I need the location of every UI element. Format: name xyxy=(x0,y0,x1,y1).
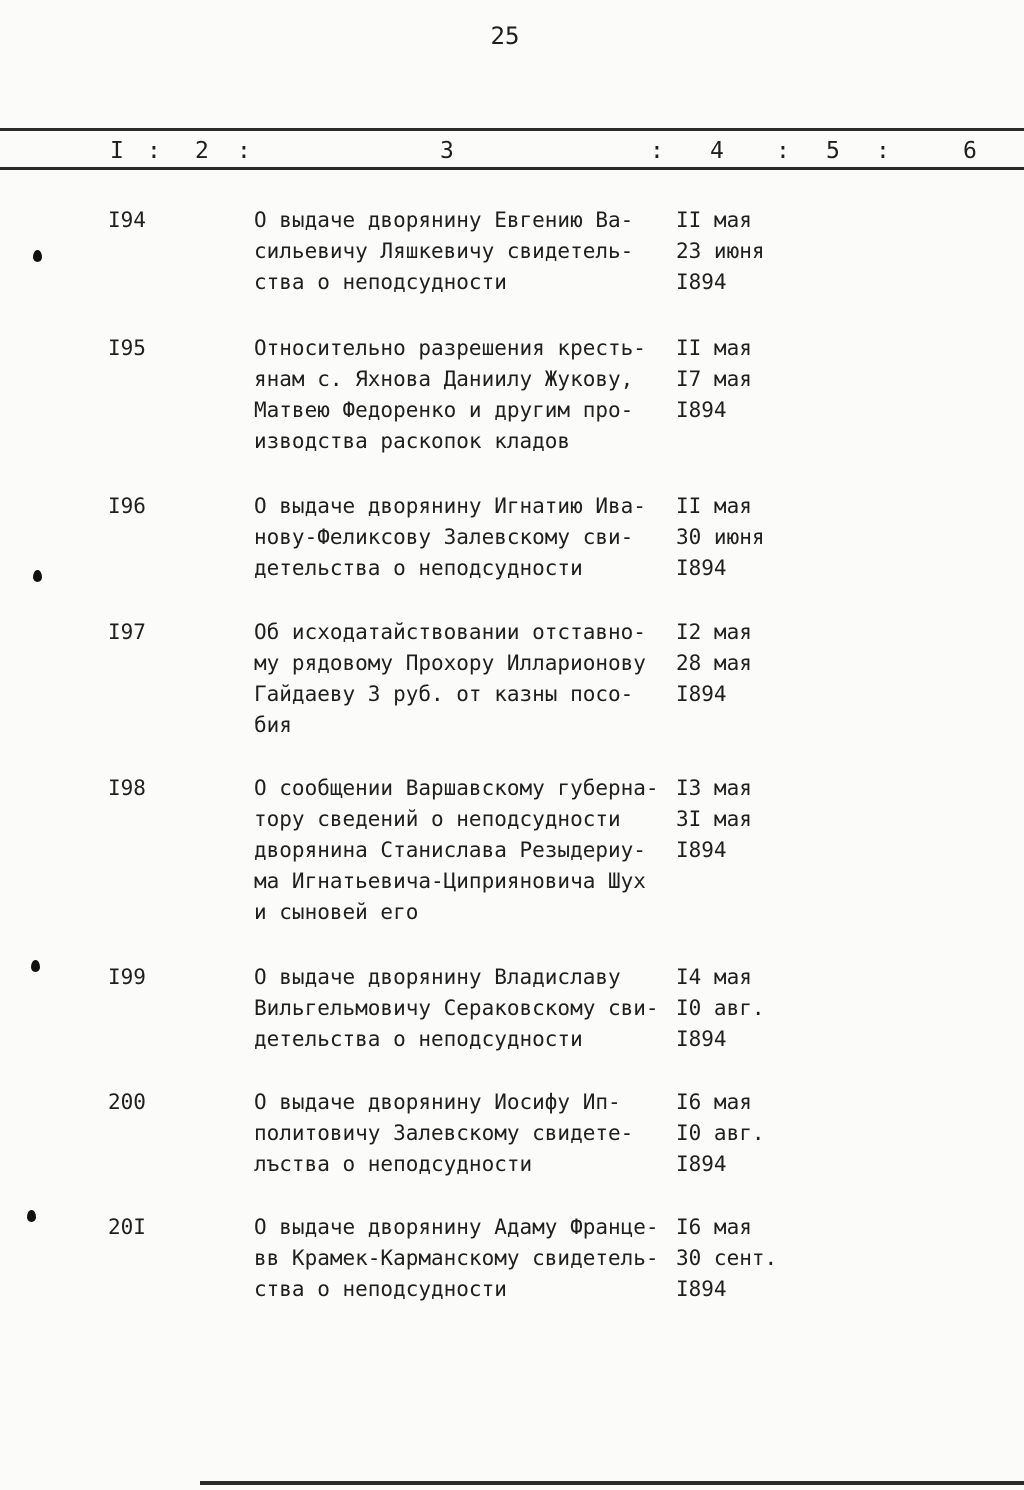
register-entry xyxy=(0,333,1024,491)
entry-title xyxy=(254,1087,672,1180)
entry-title-line: сильевичу Ляшкевичу свидетель- xyxy=(254,239,634,263)
entry-end-date: 3I мая xyxy=(676,807,752,831)
binding-hole-mark xyxy=(33,570,42,582)
register-entry xyxy=(0,205,1024,333)
register-entry xyxy=(0,962,1024,1087)
entry-number: I98 xyxy=(108,776,146,800)
entry-end-date: 28 мая xyxy=(676,651,752,675)
entry-title xyxy=(254,333,672,457)
entry-title xyxy=(254,1212,672,1305)
table-top-rule xyxy=(0,128,1024,131)
entry-title-line: Гайдаеву 3 руб. от казны посо- xyxy=(254,682,634,706)
column-header-4: 4 xyxy=(710,138,724,164)
entry-title xyxy=(254,962,672,1055)
column-separator: : xyxy=(147,138,161,164)
entry-dates xyxy=(676,491,816,584)
entry-title-line: О выдаче дворянину Игнатию Ива- xyxy=(254,494,646,518)
entry-start-date: II мая xyxy=(676,208,752,232)
entry-title-line: дворянина Станислава Резыдериу- xyxy=(254,838,646,862)
entry-year: I894 xyxy=(676,270,727,294)
entry-dates xyxy=(676,1212,816,1305)
page-number: 25 xyxy=(490,22,520,50)
entry-title-line: Относительно разрешения кресть- xyxy=(254,336,646,360)
column-header-6: 6 xyxy=(963,138,977,164)
entry-title-line: О выдаче дворянину Евгению Ва- xyxy=(254,208,634,232)
column-separator: : xyxy=(650,138,664,164)
entry-start-date: I3 мая xyxy=(676,776,752,800)
column-header-2: 2 xyxy=(195,138,209,164)
column-header-row xyxy=(0,138,1024,166)
column-header-1: I xyxy=(110,138,124,164)
entry-dates xyxy=(676,1087,816,1180)
entry-start-date: I2 мая xyxy=(676,620,752,644)
entry-end-date: 30 сент. xyxy=(676,1246,778,1270)
entry-title-line: вв Крамек-Карманскому свидетель- xyxy=(254,1246,659,1270)
entry-title-line: О выдаче дворянину Иосифу Ип- xyxy=(254,1090,621,1114)
entry-title-line: ства о неподсудности xyxy=(254,1277,507,1301)
entry-year: I894 xyxy=(676,682,727,706)
entry-end-date: I7 мая xyxy=(676,367,752,391)
register-entries xyxy=(0,205,1024,1322)
entry-number: I94 xyxy=(108,208,146,232)
entry-number: 200 xyxy=(108,1090,146,1114)
entry-number: I96 xyxy=(108,494,146,518)
entry-year: I894 xyxy=(676,1027,727,1051)
entry-title-line: Об исходатайствовании отставно- xyxy=(254,620,646,644)
entry-year: I894 xyxy=(676,838,727,862)
entry-start-date: II мая xyxy=(676,494,752,518)
entry-number: 20I xyxy=(108,1215,146,1239)
header-bottom-rule xyxy=(0,167,1024,170)
register-entry xyxy=(0,1212,1024,1322)
entry-start-date: II мая xyxy=(676,336,752,360)
column-separator: : xyxy=(776,138,790,164)
entry-title-line: детельства о неподсудности xyxy=(254,1027,583,1051)
entry-title-line: О выдаче дворянину Адаму Франце- xyxy=(254,1215,659,1239)
entry-title-line: Вильгельмовичу Сераковскому сви- xyxy=(254,996,659,1020)
entry-title xyxy=(254,205,672,298)
entry-title-line: и сыновей его xyxy=(254,900,419,924)
entry-title-line: бия xyxy=(254,713,292,737)
column-separator: : xyxy=(876,138,890,164)
entry-dates xyxy=(676,773,816,866)
entry-end-date: I0 авг. xyxy=(676,1121,765,1145)
entry-year: I894 xyxy=(676,556,727,580)
entry-year: I894 xyxy=(676,398,727,422)
entry-start-date: I6 мая xyxy=(676,1215,752,1239)
column-header-5: 5 xyxy=(826,138,840,164)
entry-start-date: I4 мая xyxy=(676,965,752,989)
register-entry xyxy=(0,491,1024,617)
entry-title-line: политовичу Залевскому свидете- xyxy=(254,1121,634,1145)
entry-title-line: лъства о неподсудности xyxy=(254,1152,533,1176)
register-entry xyxy=(0,617,1024,773)
register-entry xyxy=(0,773,1024,962)
binding-hole-mark xyxy=(33,250,42,262)
register-entry xyxy=(0,1087,1024,1212)
entry-title-line: янам с. Яхнова Даниилу Жукову, xyxy=(254,367,634,391)
page-bottom-rule xyxy=(200,1481,1024,1485)
entry-title-line: ства о неподсудности xyxy=(254,270,507,294)
column-header-3: 3 xyxy=(440,138,454,164)
entry-number: I99 xyxy=(108,965,146,989)
entry-dates xyxy=(676,333,816,426)
entry-title xyxy=(254,773,672,928)
entry-title xyxy=(254,617,672,741)
entry-number: I95 xyxy=(108,336,146,360)
entry-start-date: I6 мая xyxy=(676,1090,752,1114)
entry-end-date: I0 авг. xyxy=(676,996,765,1020)
column-separator: : xyxy=(237,138,251,164)
entry-title-line: му рядовому Прохору Илларионову xyxy=(254,651,646,675)
entry-title-line: О выдаче дворянину Владиславу xyxy=(254,965,621,989)
entry-year: I894 xyxy=(676,1152,727,1176)
entry-title-line: детельства о неподсудности xyxy=(254,556,583,580)
entry-title-line: нову-Феликсову Залевскому сви- xyxy=(254,525,634,549)
entry-title-line: О сообщении Варшавскому губерна- xyxy=(254,776,659,800)
binding-hole-mark xyxy=(27,1210,36,1222)
entry-end-date: 23 июня xyxy=(676,239,765,263)
entry-title-line: Матвею Федоренко и другим про- xyxy=(254,398,634,422)
entry-dates xyxy=(676,205,816,298)
entry-dates xyxy=(676,962,816,1055)
entry-title-line: изводства раскопок кладов xyxy=(254,429,571,453)
entry-title-line: тору сведений о неподсудности xyxy=(254,807,621,831)
entry-year: I894 xyxy=(676,1277,727,1301)
entry-title xyxy=(254,491,672,584)
binding-hole-mark xyxy=(31,960,40,972)
entry-end-date: 30 июня xyxy=(676,525,765,549)
entry-dates xyxy=(676,617,816,710)
entry-number: I97 xyxy=(108,620,146,644)
entry-title-line: ма Игнатьевича-Циприяновича Шух xyxy=(254,869,646,893)
